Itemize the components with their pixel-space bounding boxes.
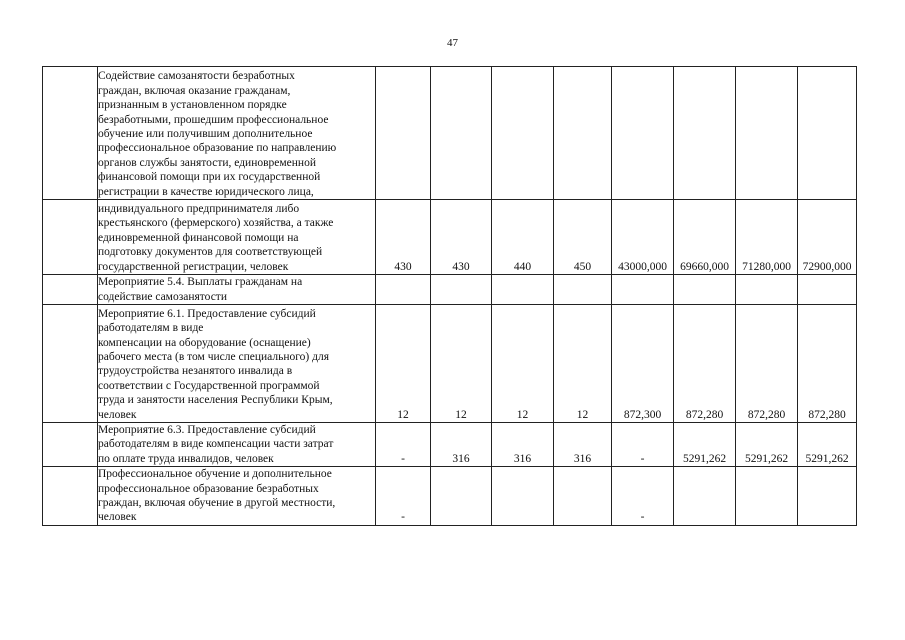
value-cell: 5291,262 <box>736 423 798 467</box>
value-cell: - <box>612 467 674 526</box>
description-line: органов службы занятости, единовременной <box>98 156 316 169</box>
row-index-cell <box>43 467 98 526</box>
description-line: подготовку документов для соответствующей <box>98 246 323 259</box>
value-cell: 440 <box>492 200 554 275</box>
value-cell <box>798 67 857 200</box>
value-cell: 872,280 <box>798 305 857 423</box>
description-line: регистрации в качестве юридического лица, <box>98 185 314 198</box>
value-cell <box>612 275 674 305</box>
page-number: 47 <box>447 37 458 49</box>
value-cell <box>492 275 554 305</box>
value-cell: 43000,000 <box>612 200 674 275</box>
value-cell <box>554 67 612 200</box>
value-cell: 316 <box>554 423 612 467</box>
description-line: рабочего места (в том числе специального) для <box>98 350 329 363</box>
description-line: компенсации на оборудование (оснащение) <box>98 336 311 349</box>
table-row <box>43 67 857 200</box>
description-line: Мероприятие 5.4. Выплаты гражданам на <box>98 276 303 289</box>
description-line: соответствии с Государственной программой <box>98 379 320 392</box>
table-row <box>43 200 857 275</box>
description-line: признанным в установленном порядке <box>98 99 287 112</box>
value-cell <box>798 275 857 305</box>
value-cell <box>612 67 674 200</box>
description-line: работодателям в виде <box>98 322 204 335</box>
description-line: Мероприятие 6.3. Предоставление субсидий <box>98 424 316 436</box>
row-index-cell <box>43 305 98 423</box>
description-line: профессиональное образование по направлению <box>98 142 337 155</box>
description-line: индивидуального предпринимателя либо <box>98 202 300 215</box>
value-cell: 69660,000 <box>674 200 736 275</box>
description-line: Мероприятие 6.1. Предоставление субсидий <box>98 307 316 320</box>
value-cell: - <box>612 423 674 467</box>
table-row <box>43 275 857 305</box>
data-table <box>42 66 857 526</box>
description-cell <box>98 305 376 423</box>
description-cell <box>98 67 376 200</box>
value-cell <box>736 67 798 200</box>
description-line: по оплате труда инвалидов, человек <box>98 452 274 465</box>
description-line: трудоустройства незанятого инвалида в <box>98 365 293 378</box>
description-line: работодателям в виде компенсации части затрат <box>98 438 334 451</box>
description-cell <box>98 275 376 305</box>
description-line: содействие самозанятости <box>98 290 227 303</box>
value-cell: 872,280 <box>736 305 798 423</box>
description-line: граждан, включая оказание гражданам, <box>98 84 291 97</box>
value-cell <box>798 467 857 526</box>
description-line: крестьянского (фермерского) хозяйства, а также <box>98 217 334 230</box>
value-cell <box>554 275 612 305</box>
value-cell <box>492 67 554 200</box>
description-line: Содействие самозанятости безработных <box>98 70 295 83</box>
value-cell <box>376 67 431 200</box>
description-cell <box>98 200 376 275</box>
value-cell: - <box>376 467 431 526</box>
value-cell: 430 <box>376 200 431 275</box>
value-cell <box>736 467 798 526</box>
value-cell: 72900,000 <box>798 200 857 275</box>
value-cell <box>674 467 736 526</box>
description-line: обучение или получившим дополнительное <box>98 127 313 140</box>
description-line: финансовой помощи при их государственной <box>98 171 321 184</box>
value-cell <box>736 275 798 305</box>
row-index-cell <box>43 423 98 467</box>
value-cell: 872,300 <box>612 305 674 423</box>
value-cell: 12 <box>492 305 554 423</box>
row-index-cell <box>43 200 98 275</box>
value-cell: 12 <box>376 305 431 423</box>
value-cell <box>431 467 492 526</box>
description-line: труда и занятости населения Республики Крым, <box>98 394 333 407</box>
value-cell: 316 <box>492 423 554 467</box>
value-cell <box>674 275 736 305</box>
description-line: Профессиональное обучение и дополнительное <box>98 468 332 481</box>
table-row <box>43 467 857 526</box>
description-line: единовременной финансовой помощи на <box>98 231 299 244</box>
value-cell: 316 <box>431 423 492 467</box>
description-cell <box>98 423 376 467</box>
value-cell <box>376 275 431 305</box>
value-cell: 71280,000 <box>736 200 798 275</box>
description-line: человек <box>98 511 137 524</box>
value-cell <box>674 67 736 200</box>
value-cell: 5291,262 <box>798 423 857 467</box>
description-line: профессиональное образование безработных <box>98 482 319 495</box>
row-index-cell <box>43 67 98 200</box>
description-line: государственной регистрации, человек <box>98 260 289 273</box>
row-index-cell <box>43 275 98 305</box>
value-cell <box>554 467 612 526</box>
value-cell <box>431 67 492 200</box>
table-row <box>43 423 857 467</box>
description-line: граждан, включая обучение в другой местности, <box>98 497 336 510</box>
value-cell: 450 <box>554 200 612 275</box>
value-cell <box>492 467 554 526</box>
description-line: человек <box>98 408 137 421</box>
value-cell: 12 <box>431 305 492 423</box>
value-cell: - <box>376 423 431 467</box>
description-line: безработными, прошедшим профессиональное <box>98 113 329 126</box>
value-cell: 12 <box>554 305 612 423</box>
value-cell: 872,280 <box>674 305 736 423</box>
description-cell <box>98 467 376 526</box>
table-row <box>43 305 857 423</box>
value-cell: 430 <box>431 200 492 275</box>
value-cell: 5291,262 <box>674 423 736 467</box>
value-cell <box>431 275 492 305</box>
